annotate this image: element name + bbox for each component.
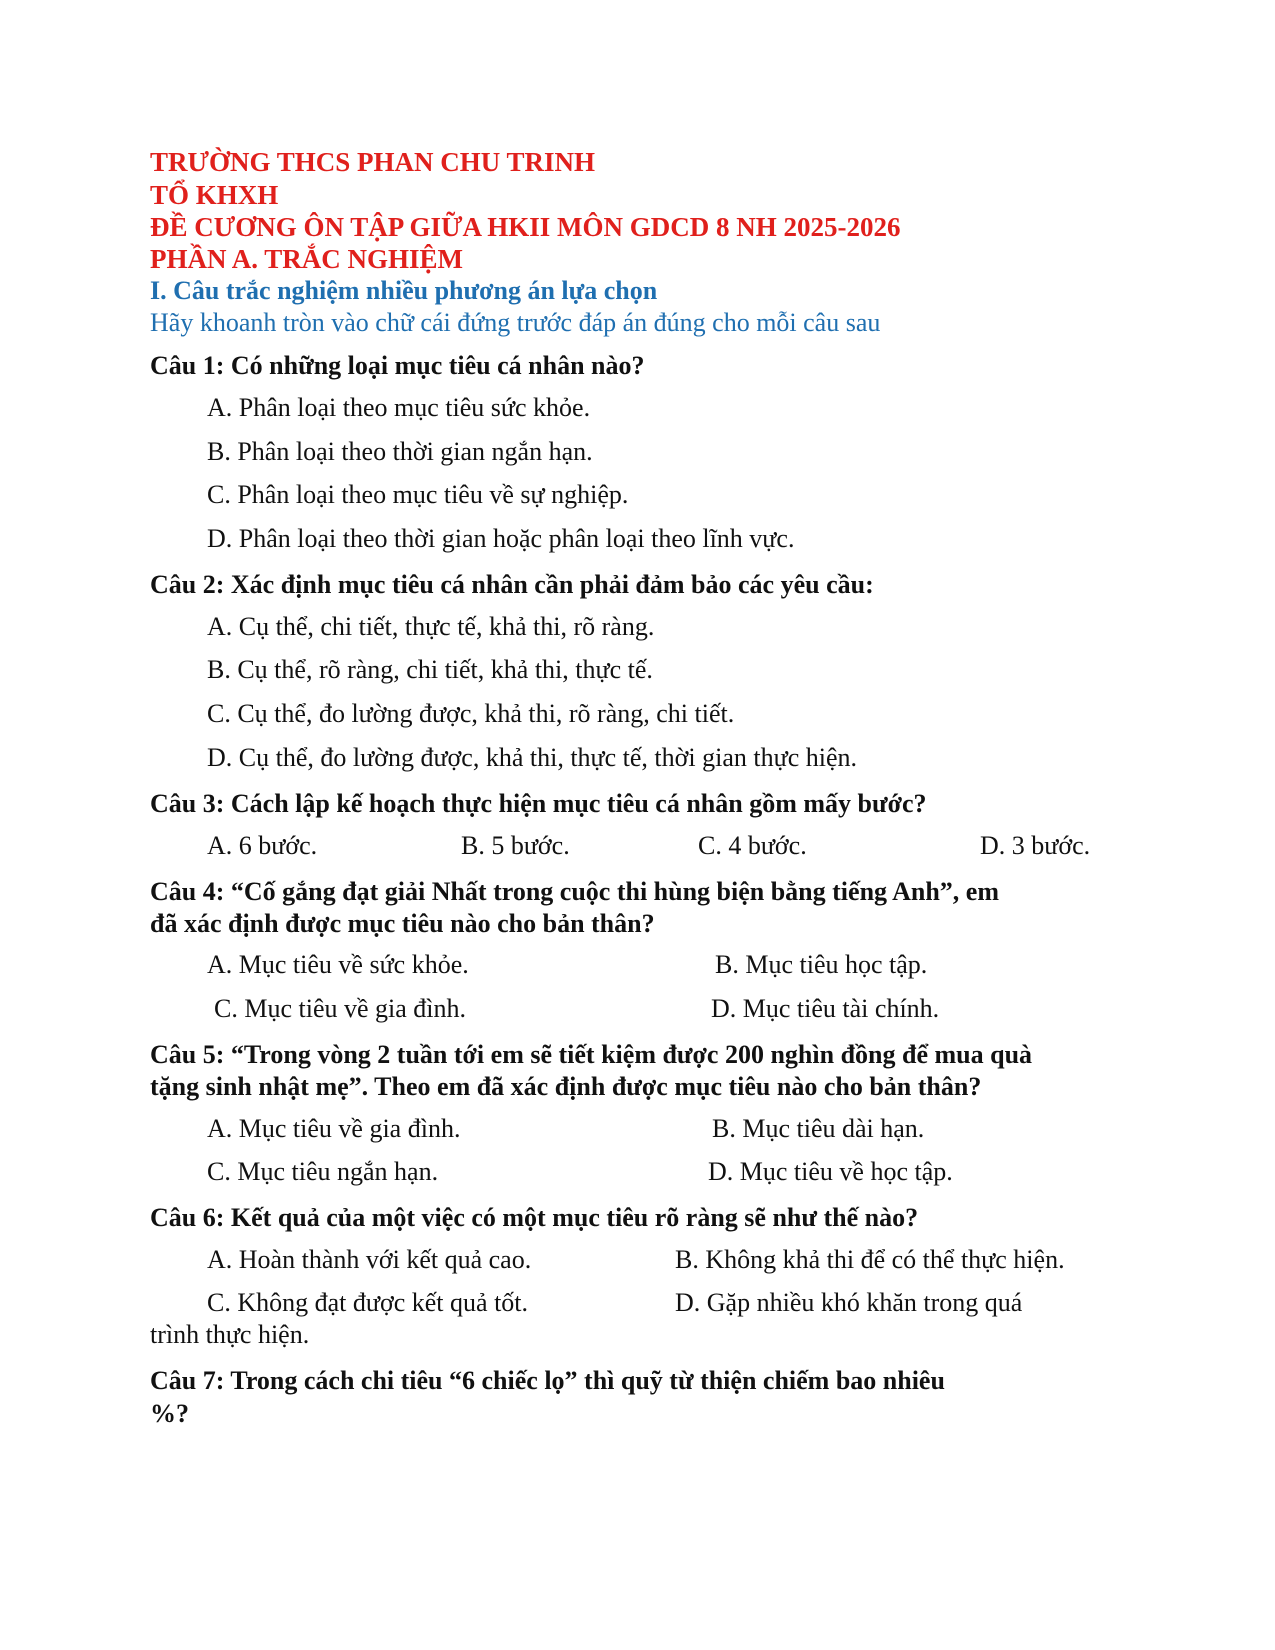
q6-option-b: B. Không khả thi để có thể thực hiện. bbox=[675, 1245, 1065, 1274]
q3-option-c: C. 4 bước. bbox=[698, 831, 807, 860]
q2-option-b: B. Cụ thể, rõ ràng, chi tiết, khả thi, thực tế. bbox=[207, 655, 653, 684]
q1-option-d: D. Phân loại theo thời gian hoặc phân loại theo lĩnh vực. bbox=[207, 524, 795, 553]
q2-option-d: D. Cụ thể, đo lường được, khả thi, thực tế, thời gian thực hiện. bbox=[207, 743, 858, 772]
q1-option-a: A. Phân loại theo mục tiêu sức khỏe. bbox=[207, 393, 591, 422]
q4-option-c: C. Mục tiêu về gia đình. bbox=[214, 994, 467, 1023]
question-2: Câu 2: Xác định mục tiêu cá nhân cần phải đảm bảo các yêu cầu: bbox=[150, 570, 874, 599]
question-5-line-2: tặng sinh nhật mẹ”. Theo em đã xác định được mục tiêu nào cho bản thân? bbox=[150, 1072, 982, 1101]
question-6: Câu 6: Kết quả của một việc có một mục tiêu rõ ràng sẽ như thế nào? bbox=[150, 1203, 919, 1232]
question-1: Câu 1: Có những loại mục tiêu cá nhân nào? bbox=[150, 351, 645, 380]
q2-option-a: A. Cụ thể, chi tiết, thực tế, khả thi, rõ ràng. bbox=[207, 612, 655, 641]
school-name: TRƯỜNG THCS PHAN CHU TRINH bbox=[150, 147, 596, 177]
q3-option-a: A. 6 bước. bbox=[207, 831, 318, 860]
q4-option-a: A. Mục tiêu về sức khỏe. bbox=[207, 950, 469, 979]
q4-option-b: B. Mục tiêu học tập. bbox=[715, 950, 928, 979]
q4-option-d: D. Mục tiêu tài chính. bbox=[711, 994, 940, 1023]
q3-option-b: B. 5 bước. bbox=[461, 831, 570, 860]
question-4-line-1: Câu 4: “Cố gắng đạt giải Nhất trong cuộc thi hùng biện bằng tiếng Anh”, em bbox=[150, 877, 999, 906]
q6-option-d: D. Gặp nhiều khó khăn trong quá bbox=[675, 1288, 1023, 1317]
q2-option-c: C. Cụ thể, đo lường được, khả thi, rõ ràng, chi tiết. bbox=[207, 699, 735, 728]
q5-option-c: C. Mục tiêu ngắn hạn. bbox=[207, 1157, 439, 1186]
question-3: Câu 3: Cách lập kế hoạch thực hiện mục tiêu cá nhân gồm mấy bước? bbox=[150, 789, 927, 818]
q5-option-d: D. Mục tiêu về học tập. bbox=[708, 1157, 953, 1186]
q3-option-d: D. 3 bước. bbox=[980, 831, 1091, 860]
section-instruction: Hãy khoanh tròn vào chữ cái đứng trước đáp án đúng cho mỗi câu sau bbox=[150, 308, 881, 337]
q6-option-d-continued: trình thực hiện. bbox=[150, 1320, 310, 1349]
question-5-line-1: Câu 5: “Trong vòng 2 tuần tới em sẽ tiết kiệm được 200 nghìn đồng để mua quà bbox=[150, 1040, 1033, 1069]
department-name: TỔ KHXH bbox=[150, 180, 279, 210]
part-heading: PHẦN A. TRẮC NGHIỆM bbox=[150, 244, 464, 274]
question-7-line-1: Câu 7: Trong cách chi tiêu “6 chiếc lọ” thì quỹ từ thiện chiếm bao nhiêu bbox=[150, 1366, 945, 1395]
question-7-line-2: %? bbox=[150, 1399, 189, 1428]
document-title: ĐỀ CƯƠNG ÔN TẬP GIỮA HKII MÔN GDCD 8 NH 2025-2026 bbox=[150, 212, 901, 242]
q1-option-b: B. Phân loại theo thời gian ngắn hạn. bbox=[207, 437, 593, 466]
question-4-line-2: đã xác định được mục tiêu nào cho bản thân? bbox=[150, 909, 655, 938]
q1-option-c: C. Phân loại theo mục tiêu về sự nghiệp. bbox=[207, 480, 629, 509]
q6-option-c: C. Không đạt được kết quả tốt. bbox=[207, 1288, 529, 1317]
section-heading: I. Câu trắc nghiệm nhiều phương án lựa chọn bbox=[150, 276, 658, 305]
q5-option-a: A. Mục tiêu về gia đình. bbox=[207, 1114, 461, 1143]
q6-option-a: A. Hoàn thành với kết quả cao. bbox=[207, 1245, 532, 1274]
q5-option-b: B. Mục tiêu dài hạn. bbox=[712, 1114, 925, 1143]
